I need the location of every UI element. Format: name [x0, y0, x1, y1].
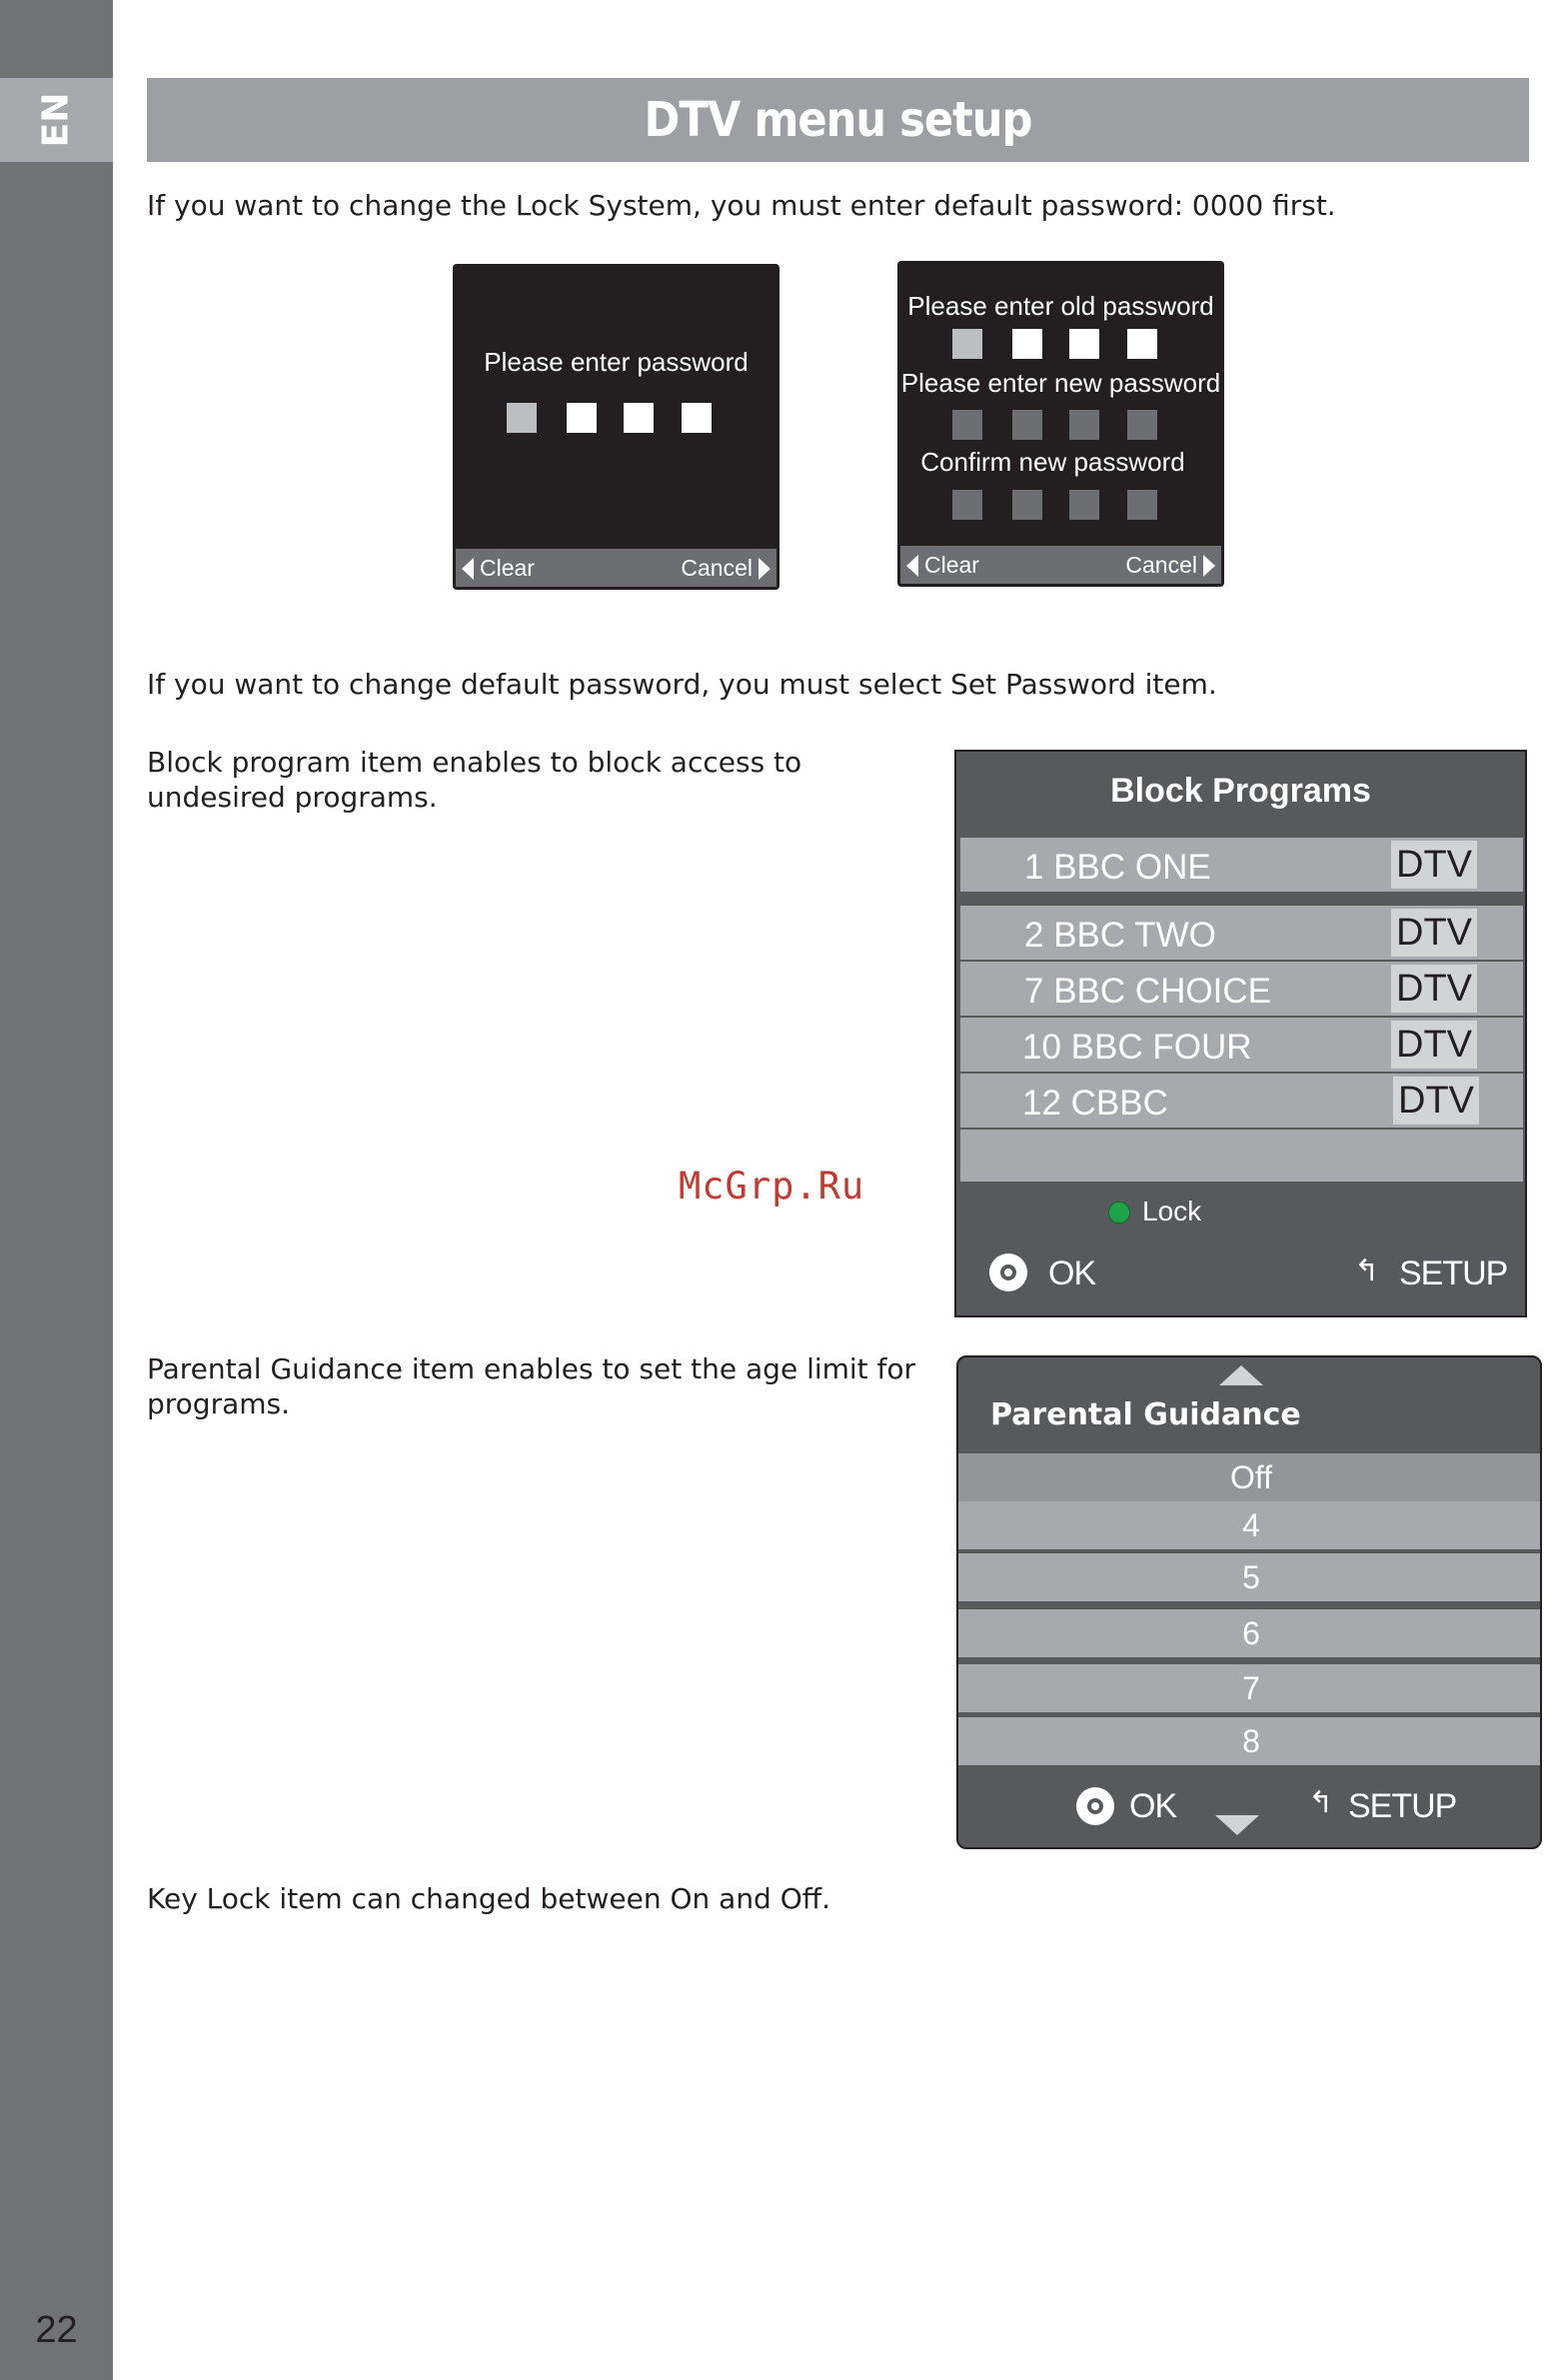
age-option-4[interactable]: 4 — [958, 1501, 1542, 1549]
program-type-badge: DTV — [1391, 841, 1477, 889]
right-arrow-icon — [1203, 555, 1215, 577]
age-option-8[interactable]: 8 — [958, 1717, 1542, 1765]
program-row[interactable] — [960, 838, 1523, 892]
page-number: 22 — [35, 2309, 78, 2351]
program-name: 10 BBC FOUR — [1022, 1028, 1252, 1067]
old-password-digit-3[interactable] — [1069, 329, 1099, 359]
password-digit-3[interactable] — [624, 403, 654, 433]
language-label: EN — [35, 92, 77, 148]
ok-label[interactable]: OK — [1129, 1787, 1177, 1825]
block-programs-menu — [954, 750, 1527, 1317]
new-password-label: Please enter new password — [900, 368, 1221, 398]
password-digit-4[interactable] — [682, 403, 712, 433]
change-password-dialog — [897, 261, 1224, 587]
return-arrow-icon: ↰ — [1308, 1785, 1334, 1820]
program-type-badge: DTV — [1391, 965, 1477, 1013]
ok-button-icon — [989, 1253, 1027, 1291]
program-row[interactable] — [960, 1018, 1523, 1072]
new-password-digit-3[interactable] — [1069, 410, 1099, 440]
watermark: McGrp.Ru — [679, 1165, 865, 1207]
paragraph-set-password: If you want to change default password, you must select Set Password item. — [147, 668, 1217, 701]
ok-label[interactable]: OK — [1048, 1254, 1096, 1292]
left-arrow-icon — [462, 558, 474, 580]
new-password-digit-2[interactable] — [1012, 410, 1042, 440]
parental-guidance-title: Parental Guidance — [990, 1397, 1301, 1432]
old-password-digit-2[interactable] — [1012, 329, 1042, 359]
setup-label[interactable]: SETUP — [1399, 1254, 1508, 1292]
age-option-7[interactable]: 7 — [958, 1664, 1542, 1712]
paragraph-key-lock: Key Lock item can changed between On and Off. — [147, 1882, 830, 1915]
right-arrow-icon — [759, 558, 771, 580]
block-programs-title: Block Programs — [1110, 772, 1371, 810]
parental-guidance-menu — [956, 1355, 1542, 1849]
change-password-button-bar — [900, 546, 1221, 584]
scroll-down-arrow-icon[interactable] — [1215, 1815, 1259, 1835]
confirm-password-digit-2[interactable] — [1012, 490, 1042, 520]
program-row[interactable] — [960, 1074, 1523, 1128]
paragraph-lock-system: If you want to change the Lock System, you must enter default password: 0000 first. — [147, 189, 1336, 222]
page-header — [147, 78, 1529, 162]
program-name: 1 BBC ONE — [1024, 848, 1211, 887]
program-row[interactable] — [960, 962, 1523, 1016]
enter-password-dialog — [453, 264, 779, 590]
page-title: DTV menu setup — [644, 92, 1032, 148]
confirm-password-label: Confirm new password — [920, 447, 1185, 477]
setup-label[interactable]: SETUP — [1348, 1787, 1457, 1825]
left-arrow-icon — [906, 555, 918, 577]
cancel-button[interactable]: Cancel — [1125, 552, 1197, 578]
lock-green-dot-icon — [1108, 1201, 1130, 1223]
program-row[interactable] — [960, 906, 1523, 960]
confirm-password-digit-3[interactable] — [1069, 490, 1099, 520]
old-password-label: Please enter old password — [907, 291, 1214, 321]
program-type-badge: DTV — [1393, 1077, 1479, 1125]
new-password-digit-4[interactable] — [1127, 410, 1157, 440]
program-type-badge: DTV — [1391, 1021, 1477, 1069]
age-option-off[interactable]: Off — [958, 1453, 1542, 1501]
new-password-digit-1[interactable] — [952, 410, 982, 440]
ok-button-icon — [1076, 1787, 1114, 1825]
age-option-6[interactable]: 6 — [958, 1609, 1542, 1657]
language-tab — [0, 78, 113, 162]
password-prompt: Please enter password — [484, 347, 749, 377]
old-password-digit-4[interactable] — [1127, 329, 1157, 359]
clear-button[interactable]: Clear — [480, 555, 535, 581]
paragraph-block-program: Block program item enables to block access to undesired programs. — [147, 746, 802, 814]
program-type-badge: DTV — [1391, 909, 1477, 957]
sidebar — [0, 0, 113, 2380]
program-name: 12 CBBC — [1022, 1084, 1168, 1123]
password-digit-1[interactable] — [507, 403, 537, 433]
return-arrow-icon: ↰ — [1354, 1253, 1380, 1288]
password-digit-2[interactable] — [567, 403, 597, 433]
scroll-up-arrow-icon[interactable] — [1219, 1365, 1263, 1385]
paragraph-parental-guidance: Parental Guidance item enables to set the age limit for programs. — [147, 1352, 916, 1420]
confirm-password-digit-4[interactable] — [1127, 490, 1157, 520]
confirm-password-digit-1[interactable] — [952, 490, 982, 520]
old-password-digit-1[interactable] — [952, 329, 982, 359]
lock-label: Lock — [1142, 1195, 1202, 1226]
program-name: 7 BBC CHOICE — [1024, 972, 1271, 1011]
cancel-button[interactable]: Cancel — [681, 555, 753, 581]
password-button-bar — [456, 549, 776, 587]
age-option-5[interactable]: 5 — [958, 1553, 1542, 1601]
program-name: 2 BBC TWO — [1024, 916, 1216, 955]
program-row-empty — [960, 1130, 1523, 1182]
clear-button[interactable]: Clear — [924, 552, 979, 578]
